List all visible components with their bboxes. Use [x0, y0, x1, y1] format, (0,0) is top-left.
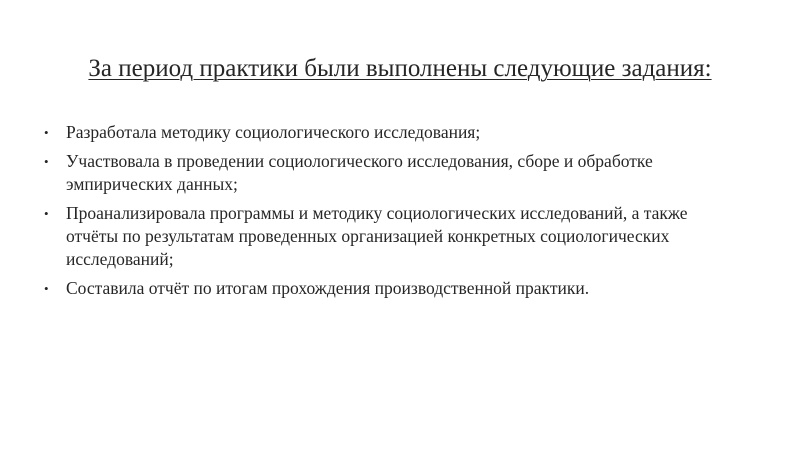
- slide-title: За период практики были выполнены следующие задания:: [88, 55, 712, 82]
- bullet-icon: •: [44, 154, 49, 169]
- bullet-icon: •: [44, 206, 49, 221]
- bullet-icon: •: [44, 281, 49, 296]
- list-item-text: Проанализировала программы и методику социологических исследований, а также отчёты по результатам проведенных организацией конкретных социологических исследований;: [66, 203, 688, 269]
- bullet-icon: •: [44, 125, 49, 140]
- list-item: [44, 202, 734, 271]
- bullet-list: [44, 121, 734, 306]
- list-item-text: Участвовала в проведении социологического исследования, сборе и обработке эмпирических данных;: [66, 151, 653, 194]
- list-item: [44, 277, 734, 300]
- list-item-text: Разработала методику социологического исследования;: [66, 122, 481, 142]
- list-item: [44, 121, 734, 144]
- list-item: [44, 150, 734, 196]
- list-item-text: Составила отчёт по итогам прохождения производственной практики.: [66, 278, 590, 298]
